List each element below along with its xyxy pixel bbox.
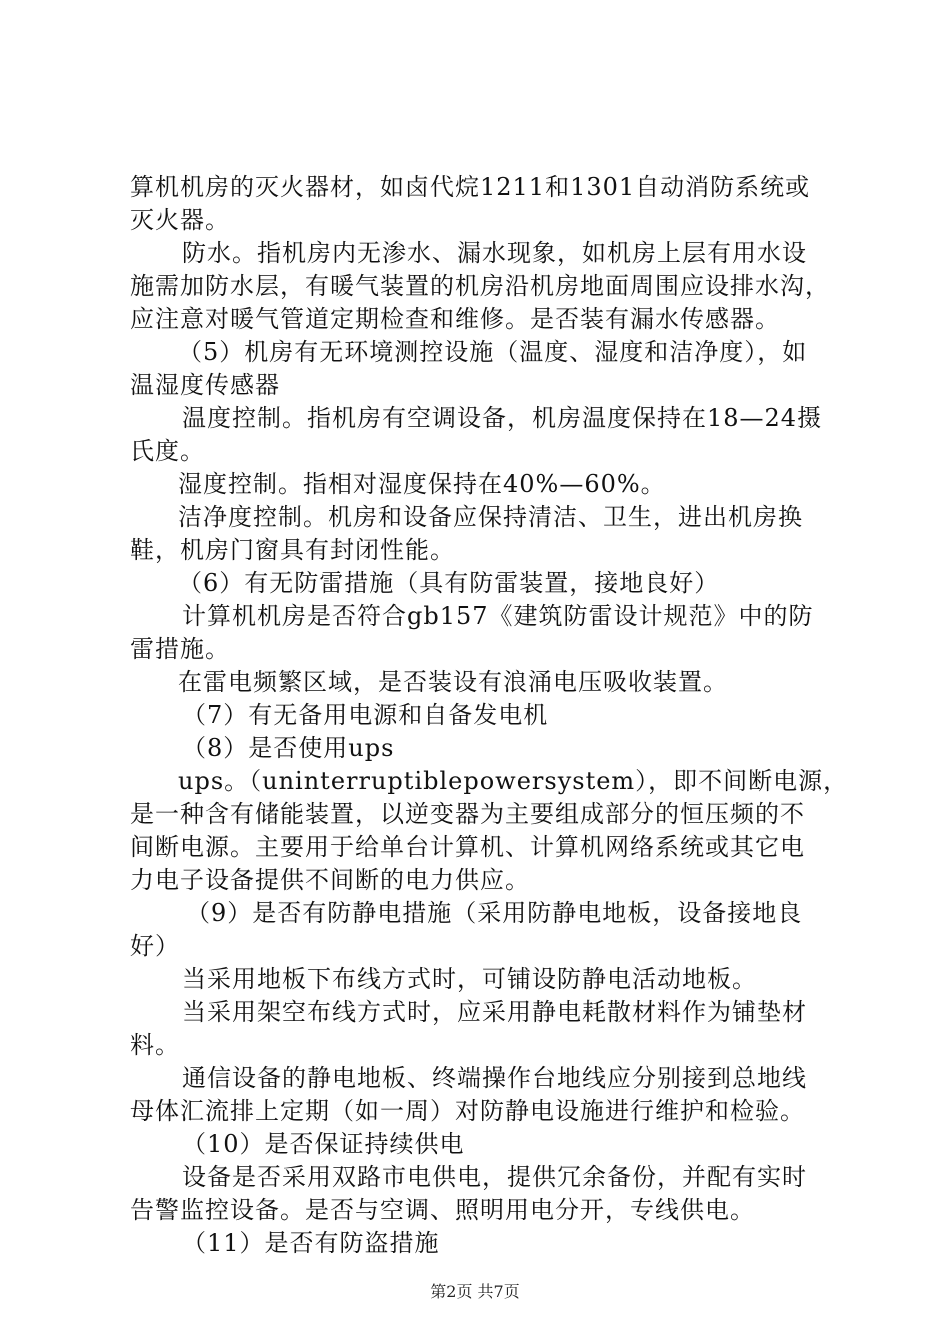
text-line: （5）机房有无环境测控设施（温度、湿度和洁净度），如: [178, 338, 808, 366]
text-line: 施需加防水层，有暖气装置的机房沿机房地面周围应设排水沟，: [130, 272, 830, 300]
text-line: 力电子设备提供不间断的电力供应。: [130, 866, 530, 894]
text-line: 通信设备的静电地板、终端操作台地线应分别接到总地线: [182, 1064, 807, 1092]
text-line: 雷措施。: [130, 635, 230, 663]
text-line: （9）是否有防静电措施（采用防静电地板，设备接地良: [186, 899, 803, 927]
text-line: 料。: [130, 1031, 180, 1059]
text-line: 应注意对暖气管道定期检查和维修。是否装有漏水传感器。: [130, 305, 780, 333]
text-line: 氏度。: [130, 437, 205, 465]
text-line: 间断电源。主要用于给单台计算机、计算机网络系统或其它电: [130, 833, 805, 861]
text-line: 温度控制。指机房有空调设备，机房温度保持在18—24摄: [182, 404, 823, 432]
text-line: 鞋，机房门窗具有封闭性能。: [130, 536, 455, 564]
text-line: （8）是否使用ups: [182, 734, 395, 762]
text-line: ups。（uninterruptiblepowersystem），即不间断电源，: [178, 767, 849, 795]
text-line: 好）: [130, 932, 180, 960]
text-line: 是一种含有储能装置，以逆变器为主要组成部分的恒压频的不: [130, 800, 805, 828]
text-line: 告警监控设备。是否与空调、照明用电分开，专线供电。: [130, 1196, 755, 1224]
text-line: 湿度控制。指相对湿度保持在40%—60%。: [178, 470, 666, 498]
text-line: （10）是否保证持续供电: [182, 1130, 465, 1158]
text-line: 防水。指机房内无渗水、漏水现象，如机房上层有用水设: [182, 239, 807, 267]
text-line: 设备是否采用双路市电供电，提供冗余备份，并配有实时: [182, 1163, 807, 1191]
text-line: 当采用地板下布线方式时，可铺设防静电活动地板。: [182, 965, 757, 993]
text-line: 在雷电频繁区域，是否装设有浪涌电压吸收装置。: [178, 668, 728, 696]
text-line: 温湿度传感器: [130, 371, 280, 399]
text-line: 当采用架空布线方式时，应采用静电耗散材料作为铺垫材: [182, 998, 807, 1026]
text-line: 母体汇流排上定期（如一周）对防静电设施进行维护和检验。: [130, 1097, 805, 1125]
page-number-footer: 第2页 共7页: [430, 1282, 520, 1301]
text-line: 算机机房的灭火器材，如卤代烷1211和1301自动消防系统或: [130, 173, 811, 201]
text-line: （7）有无备用电源和自备发电机: [182, 701, 549, 729]
text-line: 计算机机房是否符合gb157《建筑防雷设计规范》中的防: [182, 602, 814, 630]
text-line: （6）有无防雷措施（具有防雷装置，接地良好）: [178, 569, 720, 597]
text-line: 灭火器。: [130, 206, 230, 234]
text-line: 洁净度控制。机房和设备应保持清洁、卫生，进出机房换: [178, 503, 803, 531]
text-line: （11）是否有防盗措施: [182, 1229, 440, 1257]
